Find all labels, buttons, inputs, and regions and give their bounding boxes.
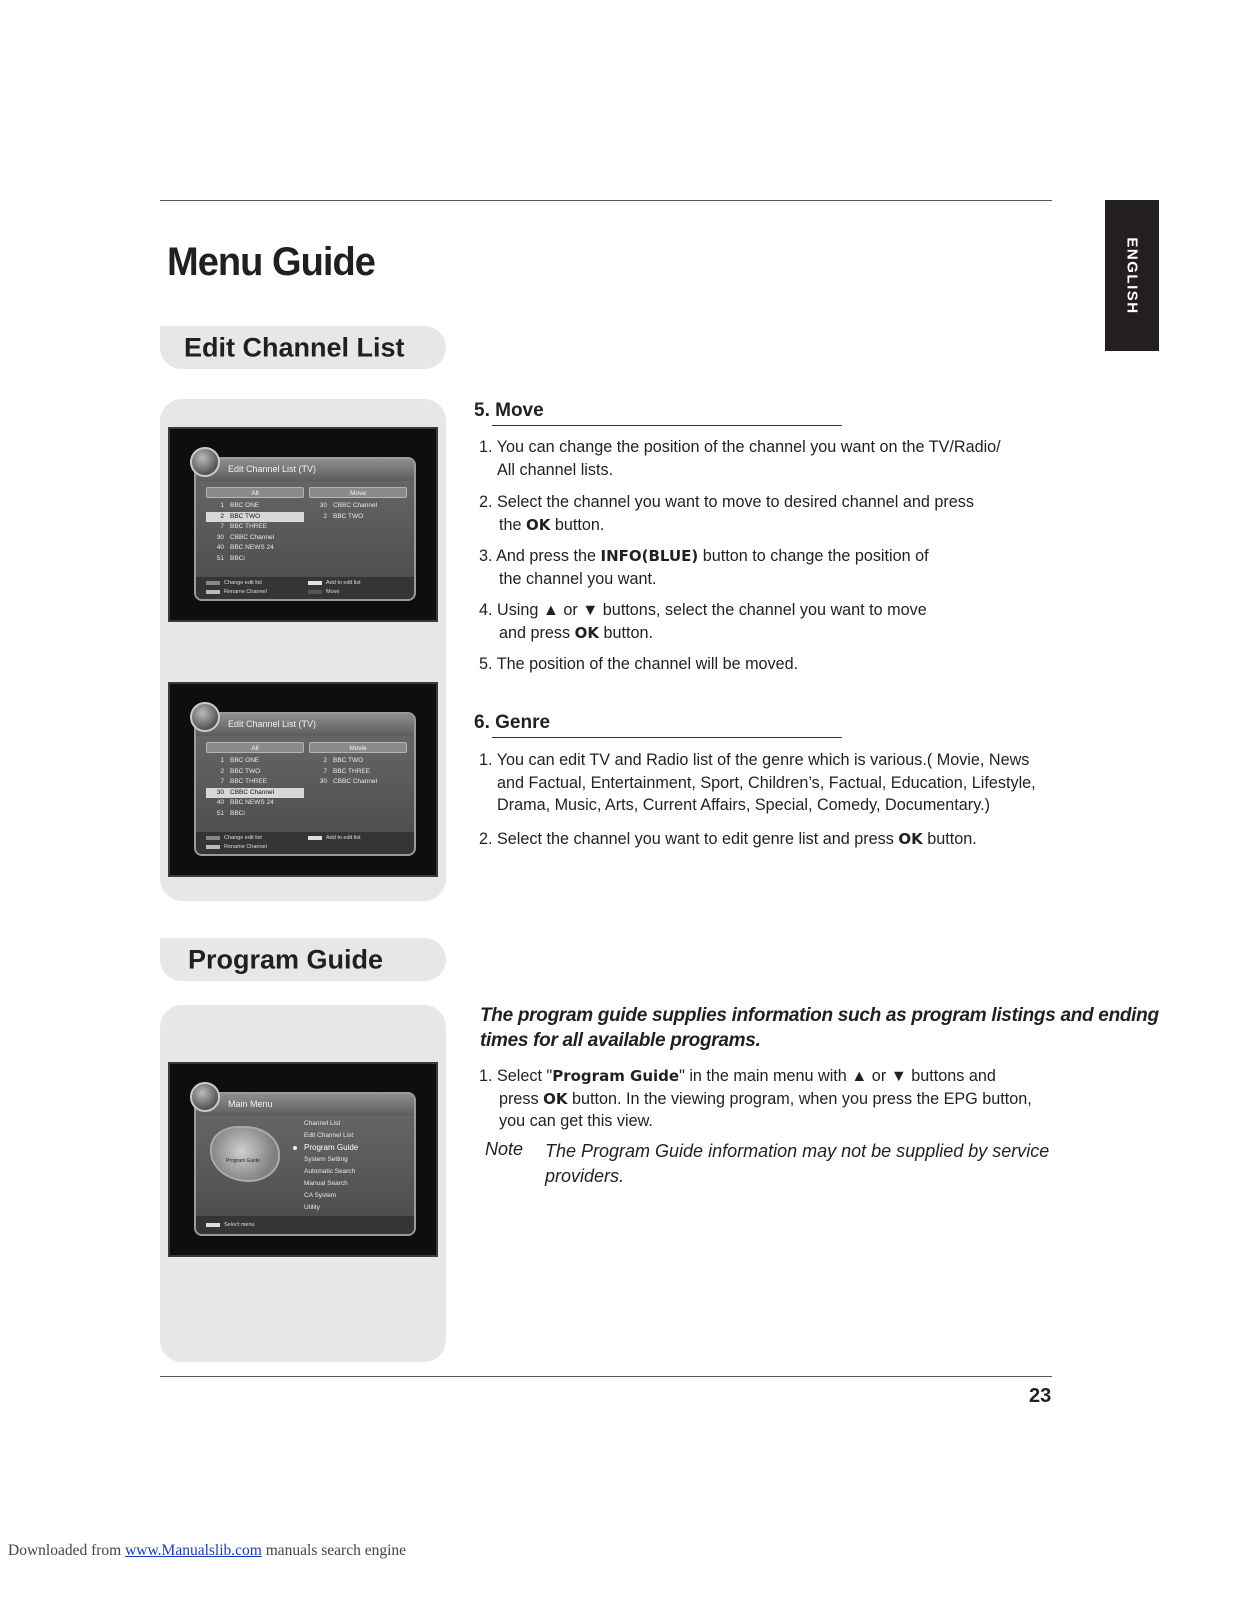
note-label: Note	[485, 1139, 524, 1159]
step-4: 4. Using ▲ or ▼ buttons, select the channel you want to move and press OK button.	[479, 601, 927, 642]
tv-window	[194, 712, 416, 856]
genre-step-2: 2. Select the channel you want to edit genre list and press OK button.	[479, 830, 977, 848]
menu-item: Manual Search	[304, 1180, 348, 1187]
list-item: 7 BBC THREE	[220, 778, 268, 785]
heading-underline	[492, 737, 842, 738]
menu-item: Channel List	[304, 1120, 341, 1127]
download-footer: Downloaded from www.Manualslib.com manuals search engine	[8, 1542, 407, 1559]
list-item: 30 CBBC Channel	[216, 533, 275, 541]
step-1: 1. You can change the position of the channel you want on the TV/Radio/ All channel lists.	[479, 438, 1001, 479]
menu-item: Utility	[304, 1204, 320, 1211]
list-item: 1 BBC ONE	[220, 502, 260, 509]
menu-item: Automatic Search	[304, 1168, 356, 1175]
bottom-rule	[160, 1376, 1052, 1377]
heading-move: 5. Move	[474, 400, 544, 421]
list-item: 51 BBCi	[216, 809, 245, 817]
list-item: 2 BBC TWO	[323, 757, 364, 764]
list-item: 51 BBCi	[216, 554, 245, 562]
column-header-movie: Movie	[309, 742, 407, 753]
step-2: 2. Select the channel you want to move to desired channel and press the OK button.	[479, 493, 974, 534]
genre-step-1: 1. You can edit TV and Radio list of the genre which is various.( Movie, News and Factual, Entertainment, Sport, Children’s, Factual, Education, Lifestyle, Drama, Music, Arts, Current Affairs, Special, Comedy, Documentary.)	[479, 751, 1036, 814]
screenshot-genre	[168, 682, 438, 877]
tv-window	[194, 1092, 416, 1236]
section-heading-edit-channel-list	[160, 326, 446, 369]
language-tab-label: ENGLISH	[1123, 237, 1141, 315]
dial-icon	[190, 447, 220, 477]
selection-bullet-icon	[293, 1146, 297, 1150]
button-legend: Change edit list Add to edit list Rename Channel Move	[196, 577, 414, 599]
dial-icon	[190, 1082, 220, 1112]
manualslib-link[interactable]: www.Manualslib.com	[125, 1542, 262, 1559]
heading-underline	[492, 425, 842, 426]
menu-item: CA System	[304, 1192, 337, 1199]
button-legend: Change edit list Add to edit list Rename Channel	[196, 832, 414, 854]
step-3: 3. And press the INFO(BLUE) button to change the position of the channel you want.	[479, 547, 929, 588]
list-item: 2 BBC TWO	[220, 767, 261, 775]
top-rule	[160, 200, 1052, 201]
language-tab	[1105, 200, 1159, 351]
screenshot-main-menu	[168, 1062, 438, 1257]
dial-icon	[190, 702, 220, 732]
screenshot-move	[168, 427, 438, 622]
list-item: 2 BBC TWO	[323, 512, 364, 520]
list-item-selected: 2 BBC TWO	[206, 512, 304, 522]
section-heading-program-guide	[160, 938, 446, 981]
menu-item-selected: Program Guide	[304, 1143, 359, 1152]
list-item: 30 CBBC Channel	[319, 778, 378, 785]
menu-item: Edit Channel List	[304, 1132, 354, 1139]
page-title: Menu Guide	[167, 240, 375, 284]
note-text: The Program Guide information may not be supplied by service providers.	[545, 1141, 1050, 1186]
list-item: 40 BBC NEWS 24	[216, 544, 274, 551]
program-guide-intro: The program guide supplies information such as program listings and ending times for all available programs.	[480, 1005, 1159, 1051]
window-title: Edit Channel List (TV)	[228, 719, 317, 729]
column-header-move: Move	[309, 487, 407, 498]
heading-genre: 6. Genre	[474, 712, 551, 733]
section-heading-label: Edit Channel List	[184, 332, 405, 362]
program-guide-logo: Program Guide	[210, 1126, 280, 1182]
tv-window	[194, 457, 416, 601]
list-item: 40 BBC NEWS 24	[216, 799, 274, 806]
step-5: 5. The position of the channel will be moved.	[479, 655, 799, 673]
window-title: Main Menu	[228, 1099, 273, 1109]
section-heading-label: Program Guide	[188, 944, 384, 974]
menu-item: System Setting	[304, 1156, 348, 1163]
list-item-selected: 30 CBBC Channel	[206, 788, 304, 798]
list-item: 7 BBC THREE	[323, 767, 371, 775]
column-header-all: All	[206, 487, 304, 498]
window-title: Edit Channel List (TV)	[228, 464, 317, 474]
list-item: 1 BBC ONE	[220, 757, 260, 764]
program-guide-step-1: 1. Select "Program Guide" in the main menu with ▲ or ▼ buttons and press OK button. In the viewing program, when you press the EPG button, you can get this view.	[479, 1067, 1032, 1130]
page-number: 23	[1029, 1385, 1052, 1407]
column-header-all: All	[206, 742, 304, 753]
list-item: 30 CBBC Channel	[319, 502, 378, 509]
list-item: 7 BBC THREE	[220, 523, 268, 530]
button-legend: Select menu	[196, 1216, 414, 1234]
